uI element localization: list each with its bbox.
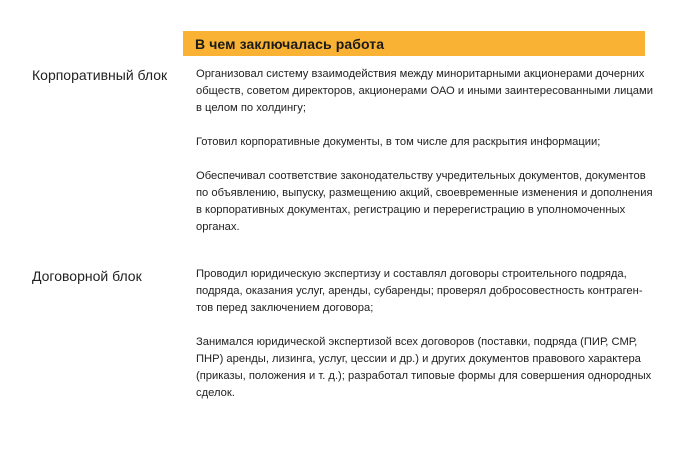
paragraph-line: в корпоративных документах, регистрацию и перерегистрацию в уполномоченных — [196, 204, 626, 216]
paragraph-line: Обеспечивал соответствие законодательству учредительных документов, документов — [196, 170, 646, 182]
paragraph-line: (приказы, положения и т. д.); разработал типовые формы для совершения однородных — [196, 370, 652, 382]
section-body-contracts — [196, 266, 652, 419]
section-body-corporate — [196, 66, 653, 253]
paragraph-line: органах. — [196, 221, 240, 233]
section-header-bar — [183, 31, 645, 56]
paragraph-line: обществ, советом директоров, акционерами ОАО и иными заинтересованными лицами — [196, 85, 653, 97]
paragraph — [196, 168, 653, 236]
paragraph-line: сделок. — [196, 387, 235, 399]
paragraph-line: тов перед заключением договора; — [196, 302, 374, 314]
paragraph-line: в целом по холдингу; — [196, 102, 306, 114]
paragraph — [196, 266, 643, 317]
paragraph-line: ПНР) аренды, лизинга, услуг, цессии и др.) и других документов правового характера — [196, 353, 641, 365]
paragraph — [196, 66, 653, 117]
paragraph — [196, 134, 621, 151]
paragraph-line: подряда, оказания услуг, аренды, субаренды; проверял добросовестность контраген- — [196, 285, 643, 297]
section-header-title: В чем заключалась работа — [195, 35, 385, 52]
section-label-contracts: Договорной блок — [32, 268, 142, 284]
section-label-corporate: Корпоративный блок — [32, 67, 168, 83]
paragraph — [196, 334, 652, 402]
paragraph-line: Готовил корпоративные документы, в том числе для раскрытия информации; — [196, 136, 601, 148]
paragraph-line: по объявлению, выпуску, размещению акций, своевременные изменения и дополнения — [196, 187, 653, 199]
paragraph-line: Занимался юридической экспертизой всех договоров (поставки, подряда (ПИР, СМР, — [196, 336, 638, 348]
paragraph-line: Проводил юридическую экспертизу и составлял договоры строительного подряда, — [196, 268, 627, 280]
paragraph-line: Организовал систему взаимодействия между миноритарными акционерами дочерних — [196, 68, 645, 80]
